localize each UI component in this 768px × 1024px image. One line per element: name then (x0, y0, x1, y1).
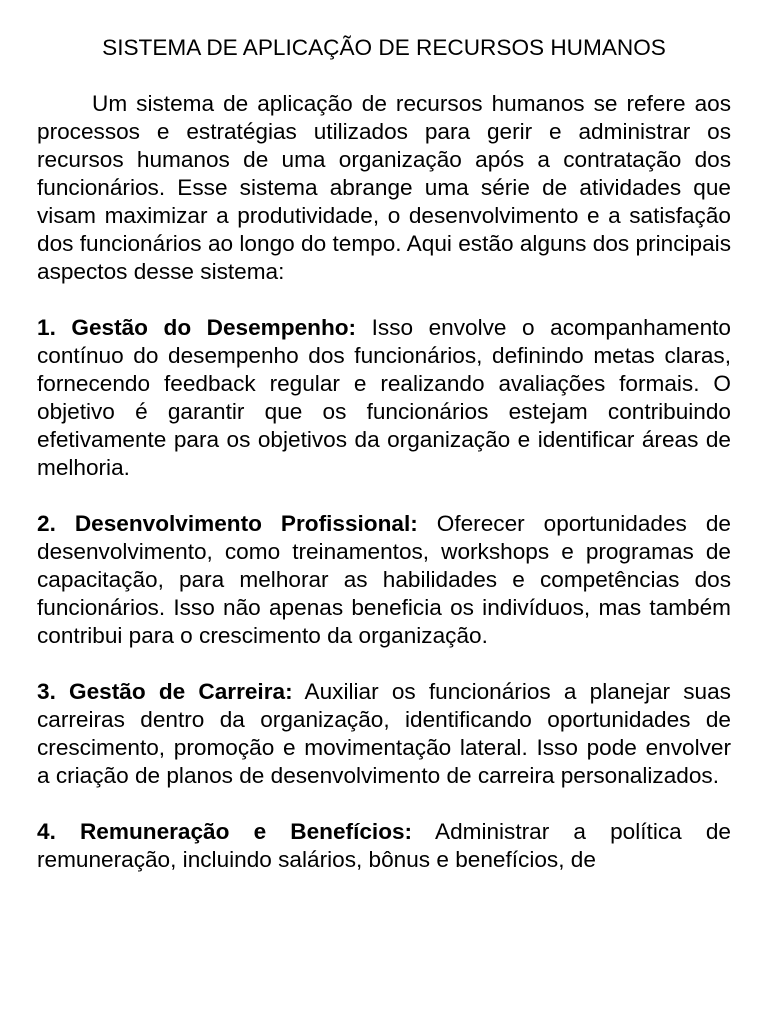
intro-paragraph: Um sistema de aplicação de recursos humanos se refere aos processos e estratégias utilizados para gerir e administrar os recursos humanos de uma organização após a contratação dos funcionários. Esse sistema abrange uma série de atividades que visam maximizar a produtividade, o desenvolvimento e a satisfação dos funcionários ao longo do tempo. Aqui estão alguns dos principais aspectos desse sistema: (37, 91, 731, 284)
document-title: SISTEMA DE APLICAÇÃO DE RECURSOS HUMANOS (102, 35, 666, 60)
section-heading: 4. Remuneração e Benefícios: (37, 819, 413, 844)
section-text: Administrar a política de remuneração, incluindo salários, bônus e benefícios, de (37, 819, 731, 872)
section-compensation-benefits (37, 818, 731, 874)
section-text: Oferecer oportunidades de desenvolvimento, como treinamentos, workshops e programas de capacitação, para melhorar as habilidades e competências dos funcionários. Isso não apenas beneficia os indivíduos, mas também contribui para o crescimento da organização. (37, 511, 731, 648)
section-performance-management (37, 314, 731, 482)
section-heading: 2. Desenvolvimento Profissional: (37, 511, 418, 536)
section-text: Isso envolve o acompanhamento contínuo do desempenho dos funcionários, definindo metas claras, fornecendo feedback regular e realizando avaliações formais. O objetivo é garantir que os funcionários estejam contribuindo efetivamente para os objetivos da organização e identificar áreas de melhoria. (37, 315, 731, 480)
section-professional-development (37, 510, 731, 650)
section-text: Auxiliar os funcionários a planejar suas carreiras dentro da organização, identificando oportunidades de crescimento, promoção e movimentação lateral. Isso pode envolver a criação de planos de desenvolvimento de carreira personalizados. (37, 679, 731, 788)
section-heading: 3. Gestão de Carreira: (37, 679, 293, 704)
section-heading: 1. Gestão do Desempenho: (37, 315, 357, 340)
section-career-management (37, 678, 731, 790)
